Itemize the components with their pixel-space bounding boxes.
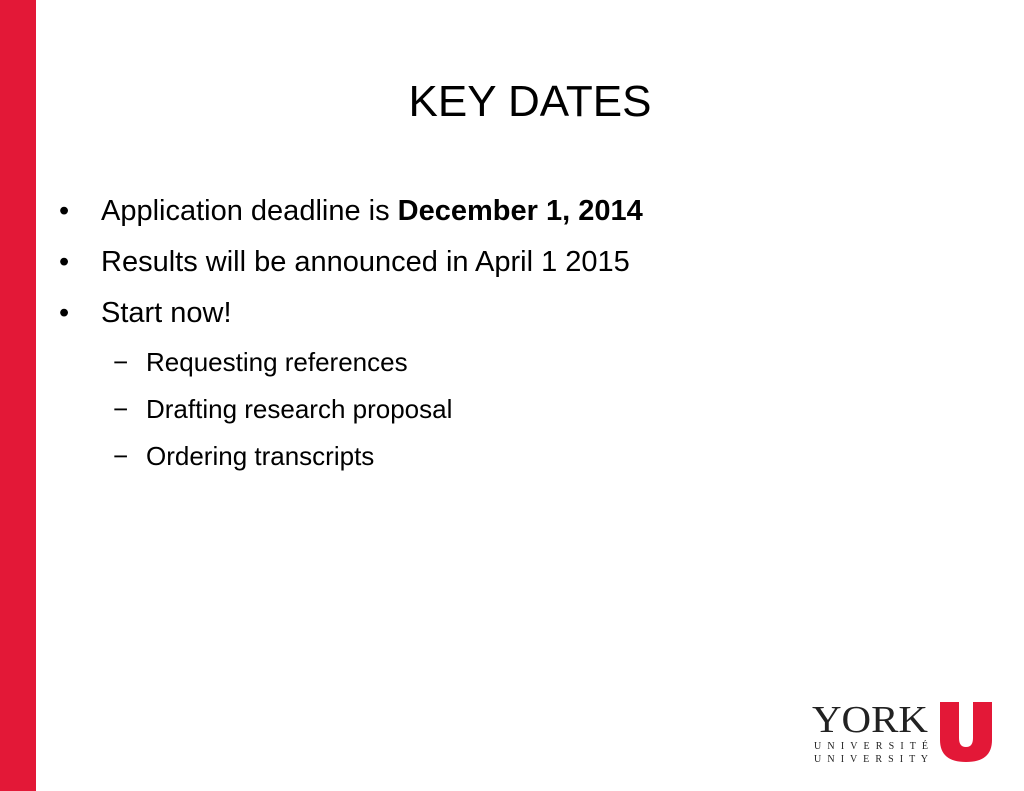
bullet-marker: • [59,297,70,329]
deadline-date: December 1, 2014 [397,195,643,227]
bullet-item-results [56,237,956,288]
sub-bullet-list [113,339,956,480]
sub-item-transcripts [113,433,956,480]
bullet-item-deadline [56,186,956,237]
bullet-text: Application deadline is [101,195,398,227]
slide-title: KEY DATES [408,77,652,126]
sub-item-text: Drafting research proposal [146,394,453,424]
logo-wordmark: YORK [812,700,929,741]
dash-marker: − [113,394,129,424]
slide-content [56,186,956,480]
red-side-bar [0,0,36,791]
bullet-item-start-now [56,288,956,339]
york-u-mark [935,700,997,762]
logo-universite: U N I V E R S I T É [814,741,928,752]
bullet-list [56,186,956,339]
sub-item-proposal [113,386,956,433]
dash-marker: − [113,441,129,471]
bullet-text: Start now! [101,297,232,329]
sub-item-text: Requesting references [146,347,408,377]
bullet-marker: • [59,246,70,278]
sub-item-references [113,339,956,386]
bullet-text: Results will be announced in April 1 2015 [101,246,630,278]
dash-marker: − [113,347,129,377]
york-university-logo [812,700,997,768]
logo-university: U N I V E R S I T Y [814,754,928,765]
sub-item-text: Ordering transcripts [146,441,375,471]
bullet-marker: • [59,195,70,227]
